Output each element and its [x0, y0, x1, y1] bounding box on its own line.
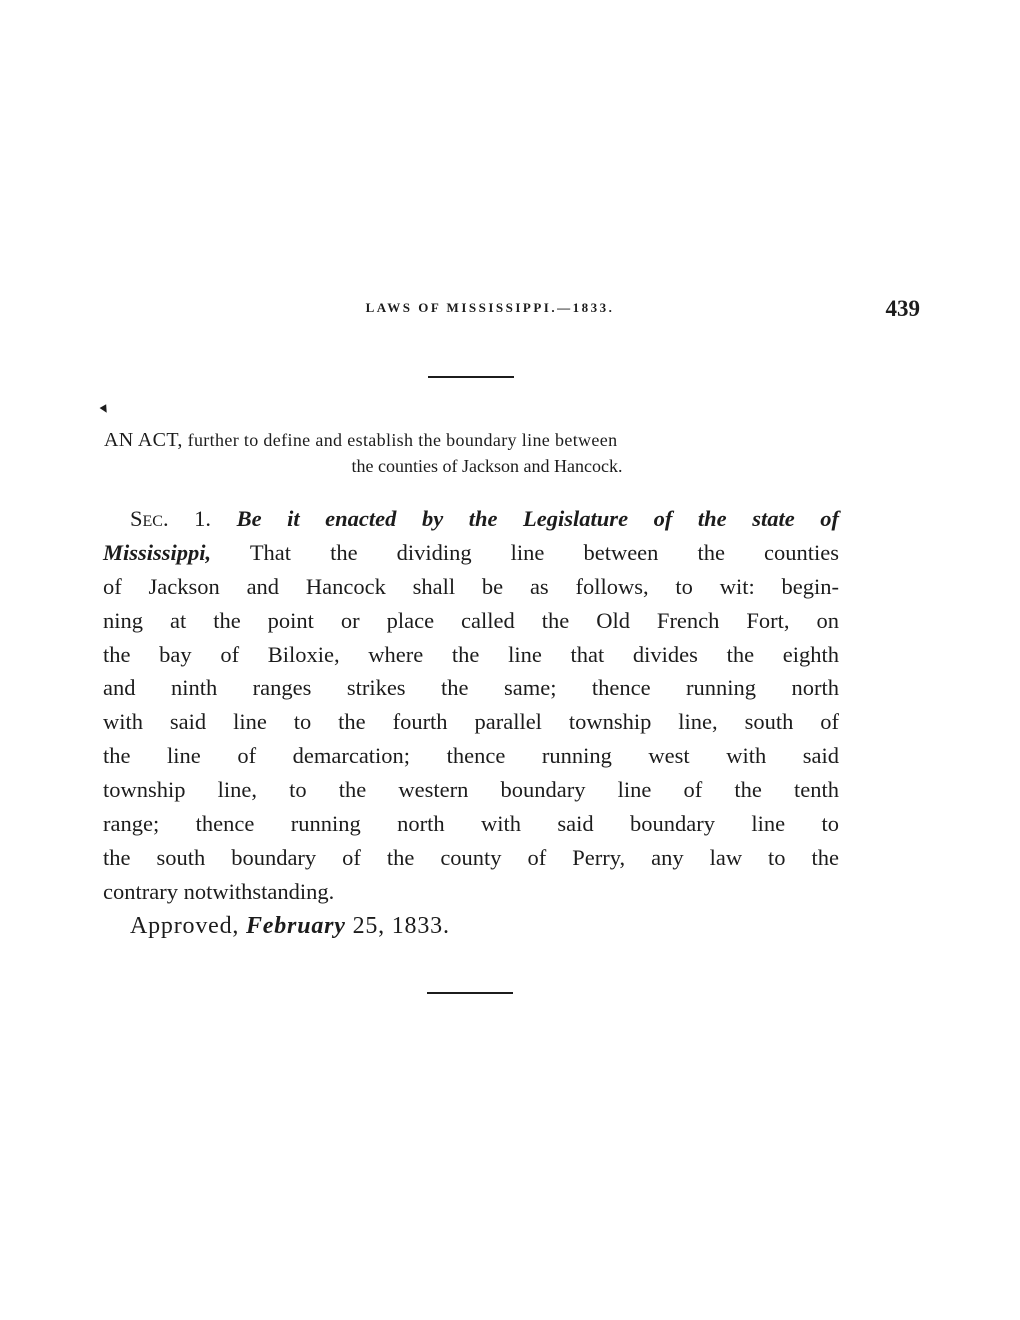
enacting-clause-b: Mississippi,: [103, 539, 212, 565]
act-title-text-1: further to define and establish the boundary line between: [187, 430, 618, 450]
section-line-3: ning at the point or place called the Old French Fort, on: [103, 607, 839, 633]
section-line-0: [103, 502, 839, 536]
approval-line: [130, 913, 450, 940]
act-title-line-2: the counties of Jackson and Hancock.: [351, 456, 623, 476]
section-line-2: of Jackson and Hancock shall be as follows, to wit: begin-: [103, 573, 839, 599]
section-line-11: contrary notwithstanding.: [103, 878, 335, 904]
margin-tick-mark: ▼: [98, 402, 111, 417]
running-head: LAWS OF MISSISSIPPI.—1833.: [365, 300, 615, 315]
act-title-line-1: [104, 427, 842, 453]
enacting-clause-a: Be it enacted by the Legislature of the state of: [236, 506, 840, 531]
page-number: 439: [885, 296, 920, 321]
section-line-6: with said line to the fourth parallel township line, south of: [103, 709, 839, 735]
top-divider-rule: [428, 376, 514, 378]
approval-label: Approved,: [130, 913, 240, 939]
section-line-10: the south boundary of the county of Perry, any law to the: [103, 844, 839, 870]
section-label: Sec. 1.: [130, 506, 212, 531]
section-line-4: the bay of Biloxie, where the line that divides the eighth: [103, 641, 839, 667]
section-line-8: township line, to the western boundary line of the tenth: [103, 777, 839, 803]
section-line-5: and ninth ranges strikes the same; thence running north: [103, 675, 839, 701]
section-line-9: range; thence running north with said boundary line to: [103, 811, 839, 837]
section-text: That the dividing line between the counties: [249, 539, 839, 565]
section-line-1: [103, 536, 839, 570]
section-line-7: the line of demarcation; thence running west with said: [103, 743, 839, 769]
approval-date: 25, 1833.: [352, 913, 450, 939]
act-label: AN ACT,: [104, 429, 183, 451]
bottom-divider-rule: [427, 992, 513, 994]
act-title: [104, 427, 842, 479]
section-body: [103, 502, 839, 909]
approval-month: February: [246, 913, 346, 939]
